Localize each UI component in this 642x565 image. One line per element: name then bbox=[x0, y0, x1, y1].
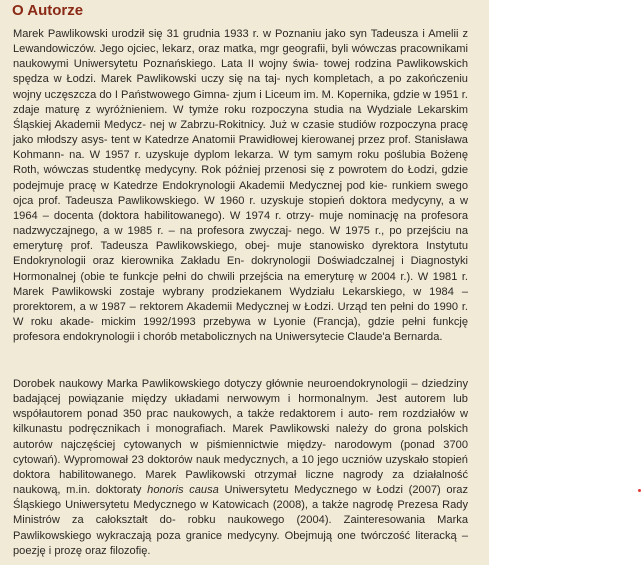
text-line: należy do grona polskich autorów najczęściej cytowanych w piśmiennictwie między- bbox=[13, 423, 468, 451]
text-line: rektorem Akademii Medycznej w Łodzi. Urząd ten pełni do 1990 r. W roku akade- bbox=[13, 300, 468, 328]
text-line: tent w Katedrze Anatomii Prawidłowej kierowanej przez prof. Stanisława Kohmann- bbox=[13, 134, 468, 162]
text-line: wybrany prodziekanem Wydziału Lekarskiego, w 1984 – prorektorem, a w 1987 – bbox=[13, 285, 468, 313]
text-line: nego. W 1975 r., po przejściu na emeryturę prof. Tadeusza Pawlikowskiego, obej- bbox=[13, 225, 468, 253]
text-line: W tymże roku rozpoczyna studia na Wydziale Lekarskim Śląskiej Akademii Medycz- bbox=[13, 103, 469, 131]
text-line: rem rozdziałów w kilkunastu podręcznikach i monografiach. Marek Pawlikowski bbox=[13, 408, 468, 436]
text-line: wówczas pracownikami naukowymi Uniwersytetu Poznańskiego. Lata II wojny świa- bbox=[13, 43, 468, 71]
text-line: otrzymał liczne nagrody za działalność naukową, m.in. doktoraty bbox=[13, 468, 468, 497]
honoris-causa-italic: honoris causa bbox=[147, 484, 219, 497]
text-line: muje stanowisko dyrektora Instytutu Endokrynologii oraz kierownika Zakładu En- bbox=[13, 240, 468, 268]
section-title: O Autorze bbox=[12, 2, 84, 19]
text-line: Dorobek naukowy Marka Pawlikowskiego dotyczy głównie neuroendokrynologii – bbox=[13, 378, 418, 390]
text-line: endokrynologii i chorób metabolicznych na Uniwersytecie Claude'a Bernarda. bbox=[62, 331, 443, 344]
text-line: Marek Pawlikowski urodził się 31 grudnia 1933 r. w Poznaniu jako syn Tadeusza bbox=[13, 28, 419, 40]
text-line: w Katowicach (2008), a także nagrodę Prezesa Rady Ministrów za całokształt do- bbox=[13, 499, 468, 527]
scientific-achievements-paragraph bbox=[13, 377, 468, 559]
text-line: narodowym (ponad 3700 cytowań). Wypromował 23 doktorów nauk medycznych, bbox=[13, 438, 468, 466]
text-line: dziedziny badającej powiązanie między układami nerwowym i hormonalnym. Jest bbox=[13, 378, 468, 406]
text-line: gdzie podejmuje pracę w Katedrze Endokrynologii Akademii Medycznej pod kie- bbox=[13, 164, 468, 192]
text-line: wówczas studentkę medycyny. Rok później przenosi się z powrotem do Łodzi, bbox=[43, 164, 438, 177]
text-line: Uniwersytetu Medycznego w Łodzi (2007) oraz Śląskiego Uniwersytetu Medycznego bbox=[13, 484, 468, 512]
text-line: mickim 1992/1993 przebywa w Lyonie (Francja), gdzie pełni funkcję profesora bbox=[13, 315, 468, 344]
text-line: robku naukowego (2004). Zainteresowania Marka Pawlikowskiego wykraczają poza bbox=[13, 514, 468, 542]
text-line: granice medycyny. Obejmują one twórczość literacką – poezję i prozę oraz filozofię. bbox=[13, 529, 468, 557]
biography-paragraph bbox=[13, 27, 468, 345]
text-line: dokrynologii Doświadczalnej i Diagnostyki Hormonalnej (obie te funkcje pełni bbox=[13, 255, 468, 283]
text-line: nych kompletach, a po zakończeniu wojny uczęszcza do I Państwowego Gimna- bbox=[13, 73, 468, 101]
text-line: i Amelii z Lewandowiczów. Jego ojciec, lekarz, oraz matka, mgr geografii, byli bbox=[13, 28, 468, 56]
text-line: nej w Zabrzu-Rokitnicy. Już w czasie studiów rozpoczyna pracę jako młodszy asys- bbox=[13, 118, 468, 147]
text-line: doktora medycyny, a w 1964 – docenta (doktora habilitowanego). W 1974 r. otrzy- bbox=[13, 194, 468, 222]
text-line: zjum i Liceum im. M. Kopernika, gdzie w 1951 r. zdaje maturę z wyróżnieniem. bbox=[13, 88, 468, 116]
marker-dot bbox=[638, 489, 641, 492]
text-line: na. W 1957 r. uzyskuje dyplom lekarza. W tym samym roku poślubia Bożenę Roth, bbox=[13, 149, 468, 177]
text-line: muje nominację na profesora nadzwyczajnego, a w 1985 r. – na profesora zwyczaj- bbox=[13, 209, 468, 238]
text-line: do chwili przejścia na emeryturę w 2004 r.). W 1981 r. Marek Pawlikowski zostaje bbox=[13, 270, 469, 298]
text-line: runkiem swego ojca prof. Tadeusza Pawlikowskiego. W 1960 r. uzyskuje stopień bbox=[13, 179, 468, 207]
text-line: a 10 jego uczniów uzyskało stopień doktora habilitowanego. Marek Pawlikowski bbox=[13, 453, 468, 481]
text-line: towej rodzina Pawlikowskich spędza w Łodzi. Marek Pawlikowski uczy się na taj- bbox=[13, 58, 468, 86]
text-line: autorem lub współautorem ponad 350 prac naukowych, a także redaktorem i auto- bbox=[13, 393, 468, 421]
